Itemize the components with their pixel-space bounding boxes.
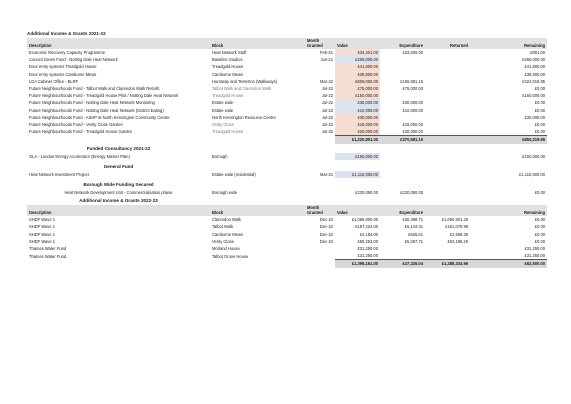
cell-block: Treadgold House (212, 64, 244, 70)
cell-returned (425, 85, 470, 92)
cell-returned (425, 128, 470, 136)
cell-month (305, 245, 335, 252)
cell-block: Estate wide (212, 100, 234, 106)
cell-value: £187,224.00 (355, 224, 378, 230)
cell-value: £266,000.00 (335, 56, 380, 63)
cell-remaining: £160,000.00 (522, 93, 545, 99)
cell-value: £59,253.00 (357, 238, 378, 244)
cell-expenditure: £230,050.00 (400, 190, 423, 196)
cell-description: SHDF Wave 1 (29, 224, 56, 230)
total-value: £1,398,161.00 (335, 260, 380, 268)
cell-returned (425, 121, 470, 128)
cell-remaining: £0.00 (534, 122, 545, 128)
cell-block: Hurstway and Testerton (Walkways) (212, 78, 278, 84)
table-row (27, 238, 547, 245)
table-header (27, 38, 547, 49)
cell-remaining: £0.00 (534, 190, 545, 196)
col-returned: Returned (425, 38, 470, 49)
total-returned: £1,288,334.96 (425, 260, 470, 268)
cell-description: Council Green Fund - Notting Dale Heat Network (29, 57, 118, 63)
cell-returned (425, 92, 470, 99)
cell-remaining: £0.00 (534, 100, 545, 106)
cell-value: £31,250.00 (357, 253, 378, 259)
cell-returned (425, 107, 470, 114)
cell-block: Camborne Mews (212, 71, 243, 77)
cell-remaining: £31,250.00 (524, 246, 545, 252)
table-row (27, 223, 547, 230)
cell-returned: £181,079.99 (445, 224, 468, 230)
cell-description: Heat Network Investment Project (29, 171, 89, 177)
cell-block: Verity Close (212, 122, 234, 128)
cell-value: £509,000.00 (335, 78, 380, 85)
cell-expenditure (380, 63, 425, 70)
cell-month (305, 153, 335, 160)
col-expenditure: Expenditure (380, 205, 425, 216)
total-expenditure: £47,326.04 (380, 260, 425, 268)
cell-value: £3,184.00 (359, 231, 378, 237)
cell-description: Door entry systems Treadgold House (29, 64, 97, 70)
cell-month (305, 71, 335, 78)
col-block: Block (210, 205, 305, 216)
table-row (27, 171, 547, 178)
cell-description: Thames Water Fund (29, 246, 67, 252)
totals-row (27, 260, 547, 268)
cell-description: GLA - London Energy Accelerator (Energy Master Plan) (29, 153, 130, 159)
cell-remaining: £0.00 (534, 86, 545, 92)
cell-description: SHDF Wave 1 (29, 238, 56, 244)
total-remaining: £850,219.85 (470, 136, 547, 144)
table-row (27, 128, 547, 136)
grants-2022-23-table (27, 205, 547, 267)
cell-block: Baseline Studios (212, 57, 243, 63)
cell-value: £15,000.00 (335, 121, 380, 128)
consultancy-title: Funded Consultancy 2021-22 (86, 145, 151, 151)
cell-month: Jul-22 (321, 93, 333, 99)
total-expenditure: £370,581.15 (380, 136, 425, 144)
cell-expenditure: £30,498.71 (402, 217, 423, 223)
borough-table (27, 189, 547, 196)
cell-expenditure (380, 56, 425, 63)
cell-returned (425, 99, 470, 106)
cell-month: Feb-21 (320, 50, 333, 55)
cell-block: North Kensington Resource Centre (212, 114, 276, 120)
cell-expenditure: £20,000.00 (402, 129, 423, 135)
cell-expenditure: £625.61 (408, 231, 423, 237)
cell-block: Treadgold House (212, 93, 244, 99)
cell-remaining: £0.00 (534, 107, 545, 113)
cell-returned (425, 63, 470, 70)
cell-description: Future Neighbourhoods Fund - Treadgold House Pilot / Notting Dale Heat Network (29, 93, 179, 99)
table-row (27, 85, 547, 92)
cell-remaining: £30,000.00 (524, 114, 545, 120)
total-value: £1,220,801.00 (335, 136, 380, 144)
totals-row (27, 136, 547, 144)
cell-description: Economic Recovery Capacity Programme (29, 50, 105, 55)
cell-value: £75,000.00 (335, 85, 380, 92)
cell-value: £1,086,000.00 (351, 217, 378, 223)
table-row (27, 49, 547, 56)
col-block: Block (210, 38, 305, 49)
cell-remaining: £0.00 (534, 231, 545, 237)
cell-expenditure: £75,000.00 (402, 86, 423, 92)
cell-remaining: £322,018.85 (522, 78, 545, 84)
cell-description: Future Neighbourhoods Fund - Talbot Walk and Clarendon Walk Retrofit (29, 86, 160, 92)
cell-month: Mar-22 (320, 78, 333, 84)
cell-block: Talbot Grove House (212, 253, 249, 259)
cell-month: Dec-22 (319, 238, 333, 244)
cell-block: Camborne Mews (212, 231, 243, 237)
cell-expenditure: £186,981.15 (400, 78, 423, 84)
total-returned (425, 136, 470, 144)
total-remaining: £62,500.00 (470, 260, 547, 268)
cell-remaining: £39,600.00 (524, 71, 545, 77)
cell-description: Heat Network Development Unit - Commercialisation phase (64, 190, 173, 196)
cell-value: £41,800.00 (335, 63, 380, 70)
cell-block: Borough (212, 153, 228, 159)
cell-month (305, 252, 335, 260)
cell-block: Morland House (212, 246, 240, 252)
table-row (27, 153, 547, 160)
cell-remaining: £0.00 (534, 217, 545, 223)
cell-returned: £54,195.29 (447, 238, 468, 244)
general-fund-title: General Fund (103, 163, 134, 169)
cell-remaining: £0.00 (534, 224, 545, 230)
cell-value: £34,401.00 (335, 49, 380, 56)
cell-remaining: £1,116,000.00 (519, 171, 545, 177)
col-expenditure: Expenditure (380, 38, 425, 49)
cell-expenditure (380, 245, 425, 252)
cell-month: Jul-22 (321, 107, 333, 113)
table-header (27, 205, 547, 216)
cell-value: £1,116,000.00 (335, 171, 380, 178)
cell-month: Mar-21 (320, 171, 333, 177)
general-fund-table (27, 171, 547, 178)
cell-description: Future Neighbourhoods Fund - Treadgold House Garden (29, 129, 133, 135)
cell-value: £150,000.00 (335, 153, 380, 160)
table-row (27, 99, 547, 106)
cell-block: Estate wide (residential) (212, 171, 256, 177)
cell-description: SHDF Wave 1 (29, 217, 56, 223)
col-description: Description (27, 205, 210, 216)
col-remaining: Remaining (470, 38, 547, 49)
col-month: Month Granted (305, 38, 335, 49)
cell-remaining: £150,000.00 (522, 153, 545, 159)
table-row (27, 114, 547, 121)
cell-expenditure: £5,057.71 (404, 238, 423, 244)
cell-month: Jul-22 (321, 100, 333, 106)
cell-remaining: £41,800.00 (524, 64, 545, 70)
cell-value: £160,000.00 (335, 92, 380, 99)
table-row (27, 107, 547, 114)
borough-title: Borough Wide Funding Secured (83, 182, 154, 188)
cell-returned: £2,558.39 (449, 231, 468, 237)
grants-2021-22-table (27, 38, 547, 144)
cell-remaining: £31,250.00 (524, 253, 545, 259)
table-row (27, 216, 547, 223)
cell-value: £30,000.00 (335, 99, 380, 106)
col-value: Value (335, 205, 380, 216)
table-row (27, 78, 547, 85)
cell-block: Borough wide (212, 190, 238, 196)
cell-month: Dec-22 (319, 231, 333, 237)
cell-description: Thames Water Fund (29, 253, 67, 259)
cell-expenditure (380, 252, 425, 260)
cell-month: Jun-21 (320, 57, 333, 63)
cell-value: £20,000.00 (335, 128, 380, 136)
cell-returned (425, 252, 470, 260)
cell-value: £31,250.00 (357, 246, 378, 252)
table-row (27, 71, 547, 78)
table-row (27, 56, 547, 63)
cell-description: SHDF Wave 1 (29, 231, 56, 237)
col-remaining: Remaining (470, 205, 547, 216)
cell-block: Talbot Walk and Clarendon Walk (212, 86, 272, 92)
cell-returned: £1,050,501.29 (441, 217, 468, 223)
funding-report (27, 30, 547, 268)
cell-description: Door entry systems Camborne Mews (29, 71, 97, 77)
cell-returned (425, 245, 470, 252)
table-row (27, 245, 547, 252)
cell-expenditure: £30,000.00 (402, 100, 423, 106)
cell-expenditure: £6,144.01 (404, 224, 423, 230)
table-row (27, 189, 547, 196)
cell-returned (425, 71, 470, 78)
cell-month: Jul-22 (321, 86, 333, 92)
col-returned (425, 205, 470, 216)
cell-block: Treadgold House (212, 129, 244, 135)
col-description: Description (27, 38, 210, 49)
cell-block: Heat Network Staff (212, 50, 247, 55)
cell-description: Future Neighbourhoods Fund - ASHP at North Kensington Community Centre (29, 114, 170, 120)
section2-title: Additional Income & Grants 2022-23 (79, 198, 158, 204)
consultancy-table (27, 153, 547, 160)
cell-value: £10,000.00 (335, 107, 380, 114)
cell-remaining: £0.00 (534, 129, 545, 135)
cell-month: Dec-22 (319, 217, 333, 223)
cell-block: Verity Close (212, 238, 234, 244)
table-row (27, 252, 547, 260)
cell-value: £230,050.00 (355, 190, 378, 196)
cell-month: Jul-22 (321, 114, 333, 120)
cell-description: Future Neighbourhoods Fund - Notting Dale Heat Network (District Eating) (29, 107, 164, 113)
cell-month: Jul-22 (321, 122, 333, 128)
cell-returned (425, 114, 470, 121)
cell-expenditure: £10,000.00 (402, 107, 423, 113)
col-value: Value (335, 38, 380, 49)
col-month: Month Granted (305, 205, 335, 216)
cell-description: Future Neighbourhoods Fund - Verity Close Garden (29, 122, 123, 128)
table-row (27, 231, 547, 238)
cell-expenditure (380, 71, 425, 78)
section-title: Additional Income & Grants 2021-22 (27, 31, 106, 36)
table-row (27, 63, 547, 70)
cell-month: Jul-22 (321, 129, 333, 135)
cell-expenditure (380, 114, 425, 121)
cell-expenditure: £33,600.00 (402, 50, 423, 55)
cell-remaining: £801.00 (530, 50, 545, 55)
cell-expenditure: £15,000.00 (402, 122, 423, 128)
cell-block: Clarendon Walk (212, 217, 241, 223)
cell-block: Estate wide (212, 107, 234, 113)
cell-remaining: £266,000.00 (522, 57, 545, 63)
cell-description: LGA Cabinet Office - BLRF (29, 78, 79, 84)
table-row (27, 121, 547, 128)
cell-block: Talbot Walk (212, 224, 234, 230)
cell-value: £39,600.00 (335, 71, 380, 78)
cell-month (305, 63, 335, 70)
cell-description: Future Neighbourhoods Fund - Notting Dale Heat Network Monitoring (29, 100, 155, 106)
cell-expenditure (380, 92, 425, 99)
cell-value: £30,000.00 (335, 114, 380, 121)
cell-month: Dec-22 (319, 224, 333, 230)
cell-returned (425, 78, 470, 85)
cell-remaining: £0.00 (534, 238, 545, 244)
cell-returned (425, 56, 470, 63)
table-row (27, 92, 547, 99)
cell-returned (425, 49, 470, 56)
